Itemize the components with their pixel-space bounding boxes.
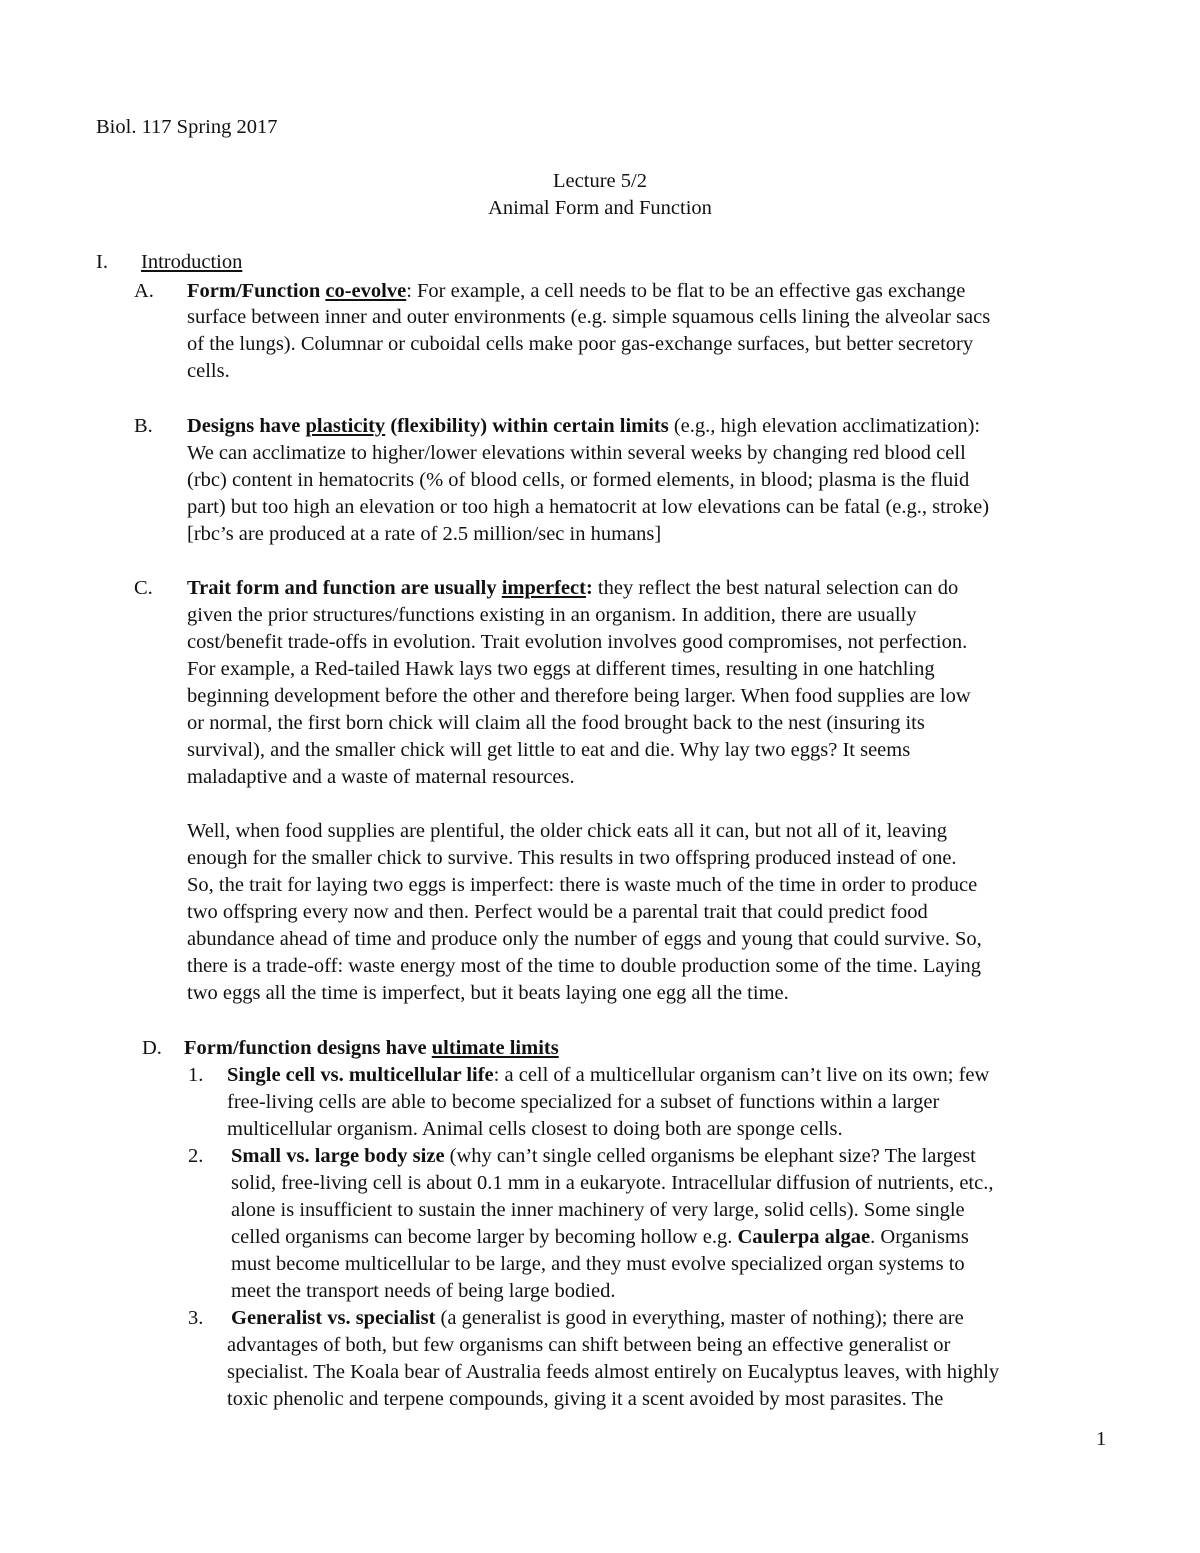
item-c-para2-line: abundance ahead of time and produce only the number of eggs and young that could survive. So, — [187, 928, 982, 950]
item-c-line: cost/benefit trade-offs in evolution. Trait evolution involves good compromises, not perfection. — [187, 631, 968, 653]
d1-number: 1. — [188, 1064, 204, 1086]
d2-line-4-end: . Organisms — [870, 1226, 969, 1248]
d2-line: alone is insufficient to sustain the inner machinery of very large, solid cells). Some single — [231, 1199, 965, 1221]
item-a-marker: A. — [134, 280, 154, 302]
item-c-imperfect: imperfect — [501, 577, 586, 599]
section-heading — [141, 249, 242, 276]
item-c-line: survival), and the smaller chick will get little to eat and die. Why lay two eggs? It seems — [187, 739, 911, 761]
item-c-line: given the prior structures/functions existing in an organism. In addition, there are usually — [187, 604, 917, 626]
d1-line: multicellular organism. Animal cells closest to doing both are sponge cells. — [227, 1118, 843, 1140]
item-c-line: beginning development before the other and therefore being larger. When food supplies are low — [187, 685, 971, 707]
d2-bold: Small vs. large body size — [231, 1145, 445, 1167]
d2-line-4-text: celled organisms can become larger by becoming hollow e.g. — [231, 1226, 738, 1248]
d1-bold: Single cell vs. multicellular life — [227, 1064, 494, 1086]
item-c-para2-line: two offspring every now and then. Perfect would be a parental trait that could predict food — [187, 901, 928, 923]
item-b-line-5: [rbc’s are produced at a rate of 2.5 million/sec in humans] — [187, 523, 662, 545]
item-b-bold-2: (flexibility) within certain limits — [385, 415, 669, 437]
item-c-line-1 — [187, 575, 958, 602]
item-d-bold-underlined — [432, 1037, 559, 1059]
item-b-bold: Designs have — [187, 415, 306, 437]
item-c-para2-line: there is a trade-off: waste energy most of the time to double production some of the time. Laying — [187, 955, 981, 977]
item-d-bold: Form/function designs have — [184, 1037, 432, 1059]
item-c-para2-line: two eggs all the time is imperfect, but it beats laying one egg all the time. — [187, 982, 789, 1004]
item-a-colon: : — [406, 280, 412, 302]
d3-number: 3. — [188, 1307, 204, 1329]
item-b-line-2: We can acclimatize to higher/lower elevations within several weeks by changing red blood cell — [187, 442, 966, 464]
item-b-line-1 — [187, 413, 980, 440]
course-header: Biol. 117 Spring 2017 — [96, 116, 278, 138]
topic-title: Animal Form and Function — [488, 197, 712, 219]
item-a-line-2: surface between inner and outer environments (e.g. simple squamous cells lining the alveolar sacs — [187, 306, 991, 328]
item-a-text: For example, a cell needs to be flat to be an effective gas exchange — [411, 280, 966, 302]
item-c-bold-underlined — [502, 577, 586, 599]
d2-line: solid, free-living cell is about 0.1 mm in a eukaryote. Intracellular diffusion of nutrients, etc., — [231, 1172, 994, 1194]
d1-text: : a cell of a multicellular organism can’t live on its own; few — [493, 1064, 990, 1086]
section-heading-text: Introduction — [141, 251, 243, 273]
d2-number: 2. — [188, 1145, 204, 1167]
d1-line-1 — [227, 1062, 989, 1089]
item-a-line-3: of the lungs). Columnar or cuboidal cells make poor gas-exchange surfaces, but better secretory — [187, 333, 974, 355]
item-a-line-4: cells. — [187, 360, 230, 382]
item-c-para2-line: Well, when food supplies are plentiful, the older chick eats all it can, but not all of it, leaving — [187, 820, 948, 842]
d3-line: toxic phenolic and terpene compounds, giving it a scent avoided by most parasites. The — [227, 1388, 944, 1410]
item-c-line: For example, a Red-tailed Hawk lays two eggs at different times, resulting in one hatchling — [187, 658, 935, 680]
d2-text: (why can’t single celled organisms be elephant size? The largest — [444, 1145, 976, 1167]
item-d-heading — [184, 1035, 559, 1062]
item-c-line: or normal, the first born chick will claim all the food brought back to the nest (insuring its — [187, 712, 925, 734]
item-b-line-3: (rbc) content in hematocrits (% of blood cells, or formed elements, in blood; plasma is the fluid — [187, 469, 970, 491]
page-number: 1 — [1096, 1428, 1107, 1450]
d2-line: meet the transport needs of being large bodied. — [231, 1280, 616, 1302]
item-c-line: maladaptive and a waste of maternal resources. — [187, 766, 575, 788]
d3-line-1 — [231, 1305, 964, 1332]
lecture-title: Lecture 5/2 — [553, 170, 647, 192]
item-b-bold-underlined — [305, 415, 385, 437]
d2-caulerpa: Caulerpa algae — [737, 1226, 871, 1248]
item-a-coevolve: co-evolve — [325, 280, 407, 302]
d1-line: free-living cells are able to become specialized for a subset of functions within a larger — [227, 1091, 940, 1113]
d2-line-1 — [231, 1143, 976, 1170]
item-c-bold-colon: : — [585, 577, 593, 599]
item-d-marker: D. — [142, 1037, 162, 1059]
item-b-marker: B. — [134, 415, 153, 437]
d3-line: advantages of both, but few organisms can shift between being an effective generalist or — [227, 1334, 951, 1356]
d3-line: specialist. The Koala bear of Australia feeds almost entirely on Eucalyptus leaves, with highly — [227, 1361, 1000, 1383]
d3-bold: Generalist vs. specialist — [231, 1307, 436, 1329]
item-d-ultimate-limits: ultimate limits — [431, 1037, 559, 1059]
d2-line: must become multicellular to be large, and they must evolve specialized organ systems to — [231, 1253, 965, 1275]
item-c-text: they reflect the best natural selection can do — [592, 577, 959, 599]
d3-text: (a generalist is good in everything, master of nothing); there are — [435, 1307, 964, 1329]
d2-line-4 — [231, 1224, 969, 1251]
item-c-para2-line: enough for the smaller chick to survive. This results in two offspring produced instead of one. — [187, 847, 957, 869]
item-c-bold: Trait form and function are usually — [187, 577, 502, 599]
item-a-bold: Form/Function — [187, 280, 326, 302]
item-a-bold-underlined — [325, 280, 406, 302]
item-b-plasticity: plasticity — [305, 415, 386, 437]
section-marker: I. — [96, 251, 108, 273]
item-c-para2-line: So, the trait for laying two eggs is imperfect: there is waste much of the time in order to produce — [187, 874, 978, 896]
item-b-line-4: part) but too high an elevation or too high a hematocrit at low elevations can be fatal (e.g., stroke) — [187, 496, 990, 518]
item-c-marker: C. — [134, 577, 153, 599]
item-a-line-1 — [187, 278, 965, 305]
item-b-text: (e.g., high elevation acclimatization): — [668, 415, 981, 437]
